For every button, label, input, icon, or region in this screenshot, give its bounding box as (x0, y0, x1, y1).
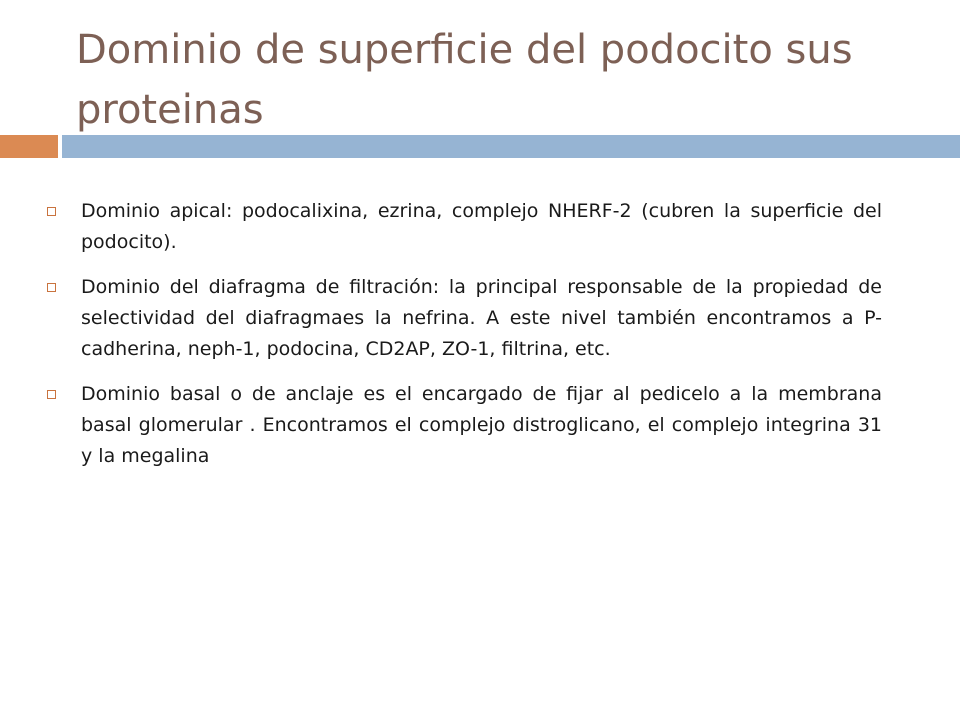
bullet-list (0, 196, 960, 486)
hollow-square-icon (47, 390, 56, 399)
bullet-text: Dominio apical: podocalixina, ezrina, complejo NHERF-2 (cubren la superficie del podocito). (81, 200, 882, 253)
list-item (0, 196, 960, 258)
accent-bar-blue (62, 135, 960, 158)
hollow-square-icon (47, 207, 56, 216)
slide-title: Dominio de superficie del podocito sus proteinas (76, 27, 853, 133)
accent-bar-orange (0, 135, 58, 158)
bullet-text: Dominio del diafragma de filtración: la principal responsable de la propiedad de selectividad del diafragmaes la nefrina. A este nivel también encontramos a P-cadherina, neph-1, podocina, CD2AP, ZO-1, filtrina, etc. (81, 276, 882, 360)
list-item (0, 379, 960, 472)
bullet-text: Dominio basal o de anclaje es el encargado de fijar al pedicelo a la membrana basal glomerular . Encontramos el complejo distroglicano, el complejo integrina 31 y la megalina (81, 383, 882, 467)
list-item (0, 272, 960, 365)
hollow-square-icon (47, 283, 56, 292)
